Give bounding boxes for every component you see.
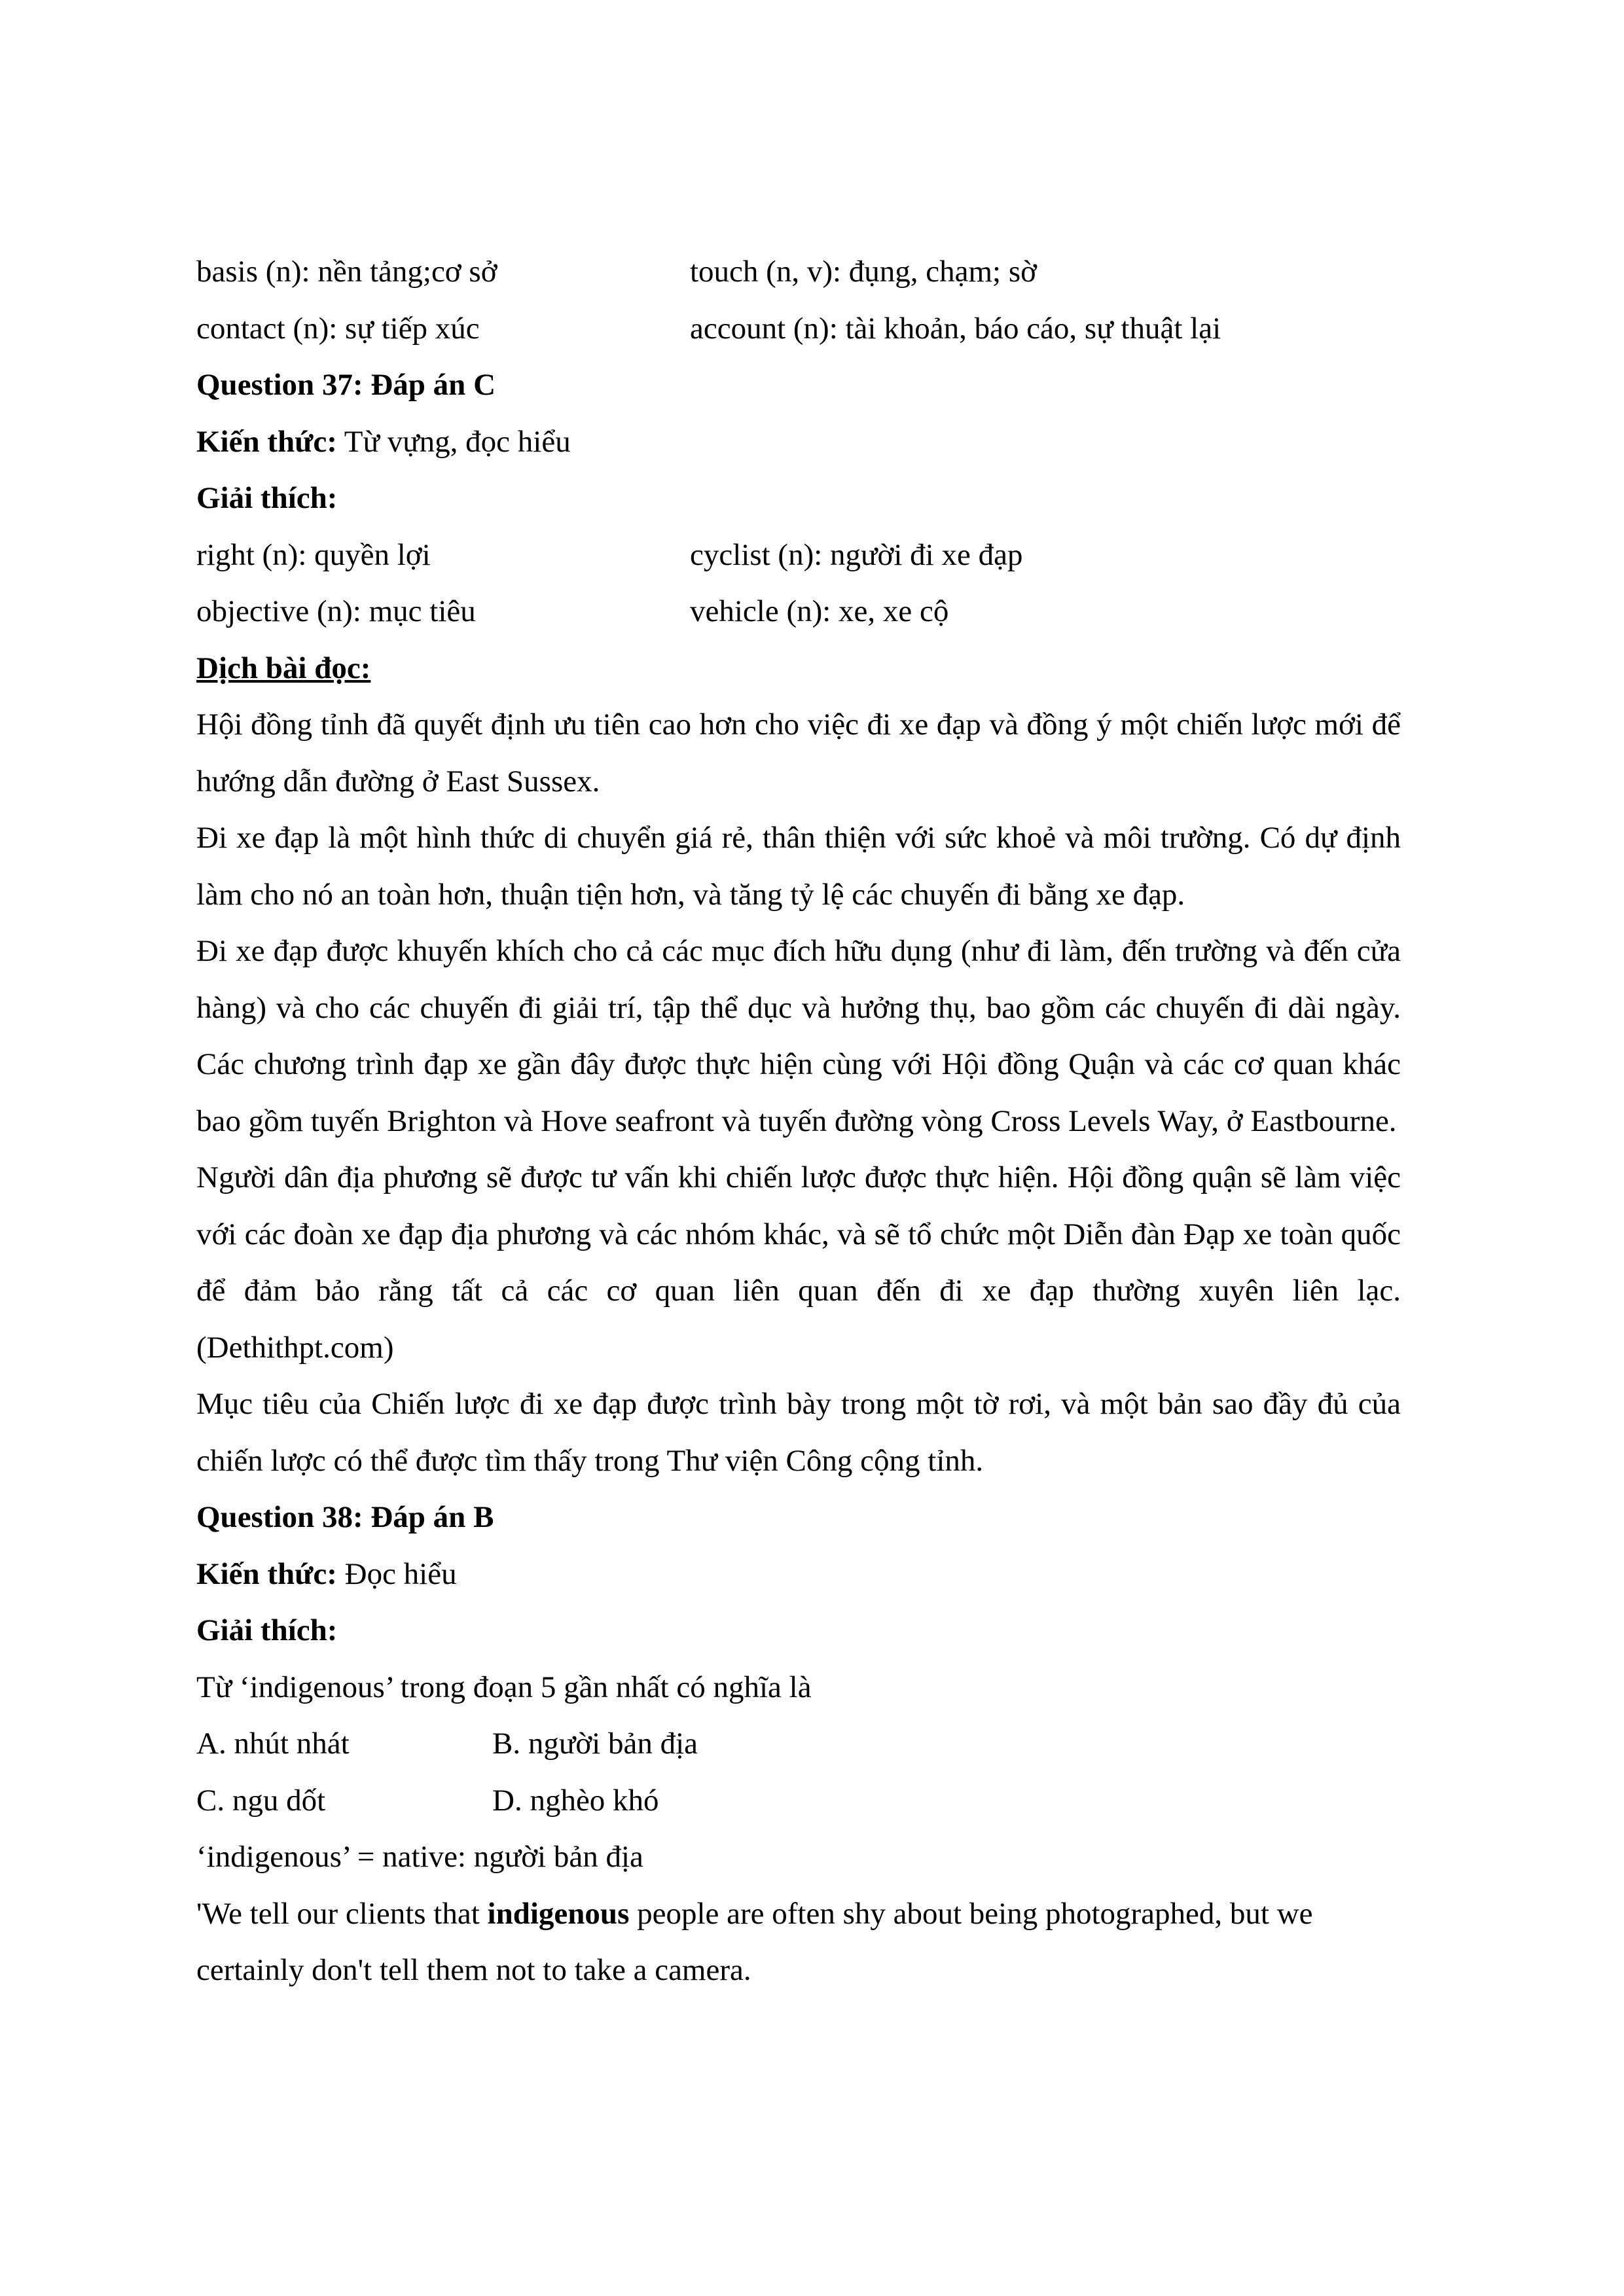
question-38-prompt: Từ ‘indigenous’ trong đoạn 5 gần nhất có nghĩa là bbox=[196, 1670, 812, 1704]
vocab-right: cyclist (n): người đi xe đạp bbox=[690, 537, 1023, 572]
question-37-heading: Question 37: Đáp án C bbox=[196, 368, 496, 402]
translation-paragraph: Hội đồng tỉnh đã quyết định ưu tiên cao hơn cho việc đi xe đạp và đồng ý một chiến lược mới để hướng dẫn đường ở East Sussex. bbox=[196, 708, 1401, 798]
vocab-row bbox=[196, 243, 1401, 300]
quote-line-1 bbox=[196, 1886, 1401, 1943]
answer-option: C. ngu dốt bbox=[196, 1783, 326, 1818]
translation-heading: Dịch bài đọc: bbox=[196, 651, 371, 685]
page-content bbox=[196, 243, 1401, 1999]
question-38-explain-label: Giải thích: bbox=[196, 1613, 338, 1647]
translation-paragraph: Đi xe đạp được khuyến khích cho cả các mục đích hữu dụng (như đi làm, đến trường và đến cửa hàng) và cho các chuyến đi giải trí, tập thể dục và hưởng thụ, bao gồm các chuyến đi dài ngày. Các chương trình đạp xe gần đây được thực hiện cùng với Hội đồng Quận và các cơ quan khác bao gồm tuyến Brighton và Hove seafront và tuyến đường vòng Cross Levels Way, ở Eastbourne. bbox=[196, 934, 1401, 1138]
quote-keyword: indigenous bbox=[487, 1896, 630, 1931]
vocab-row bbox=[196, 583, 1401, 640]
question-37-knowledge bbox=[196, 414, 1401, 471]
question-38-heading: Question 38: Đáp án B bbox=[196, 1500, 494, 1534]
vocab-row bbox=[196, 527, 1401, 584]
answer-explanation: ‘indigenous’ = native: người bản địa bbox=[196, 1840, 643, 1874]
answer-option: A. nhút nhát bbox=[196, 1727, 350, 1761]
answer-option: B. người bản địa bbox=[492, 1727, 698, 1761]
translation-paragraph: Người dân địa phương sẽ được tư vấn khi chiến lược được thực hiện. Hội đồng quận sẽ làm việc với các đoàn xe đạp địa phương và các nhóm khác, và sẽ tổ chức một Diễn đàn Đạp xe toàn quốc để đảm bảo rằng tất cả các cơ quan liên quan đến đi xe đạp thường xuyên liên lạc. (Dethithpt.com) bbox=[196, 1160, 1401, 1365]
knowledge-label: Kiến thức: bbox=[196, 1556, 337, 1591]
quote-text: people are often shy about being photographed, but we bbox=[629, 1896, 1313, 1931]
vocab-right: account (n): tài khoản, báo cáo, sự thuật lại bbox=[690, 311, 1221, 346]
question-37-explain-label: Giải thích: bbox=[196, 481, 338, 515]
translation-paragraph: Mục tiêu của Chiến lược đi xe đạp được trình bày trong một tờ rơi, và một bản sao đầy đủ của chiến lược có thể được tìm thấy trong Thư viện Công cộng tỉnh. bbox=[196, 1387, 1401, 1478]
translation-paragraph: Đi xe đạp là một hình thức di chuyển giá rẻ, thân thiện với sức khoẻ và môi trường. Có dự định làm cho nó an toàn hơn, thuận tiện hơn, và tăng tỷ lệ các chuyến đi bằng xe đạp. bbox=[196, 821, 1401, 912]
vocab-left: contact (n): sự tiếp xúc bbox=[196, 311, 480, 346]
vocab-left: right (n): quyền lợi bbox=[196, 537, 431, 572]
knowledge-label: Kiến thức: bbox=[196, 424, 337, 459]
vocab-left: basis (n): nền tảng;cơ sở bbox=[196, 255, 497, 289]
vocab-right: vehicle (n): xe, xe cộ bbox=[690, 594, 949, 628]
knowledge-text: Đọc hiểu bbox=[336, 1556, 457, 1591]
quote-line-2: certainly don't tell them not to take a camera. bbox=[196, 1953, 751, 1987]
vocab-right: touch (n, v): đụng, chạm; sờ bbox=[690, 255, 1038, 289]
translation-heading-row bbox=[196, 640, 1401, 697]
quote-text: 'We tell our clients that bbox=[196, 1896, 488, 1931]
question-38-knowledge bbox=[196, 1546, 1401, 1603]
answer-option: D. nghèo khó bbox=[492, 1783, 659, 1818]
vocab-row bbox=[196, 300, 1401, 357]
answer-options-row bbox=[196, 1715, 1401, 1772]
answer-options-row bbox=[196, 1772, 1401, 1829]
vocab-left: objective (n): mục tiêu bbox=[196, 594, 476, 628]
knowledge-text: Từ vựng, đọc hiểu bbox=[336, 424, 571, 459]
